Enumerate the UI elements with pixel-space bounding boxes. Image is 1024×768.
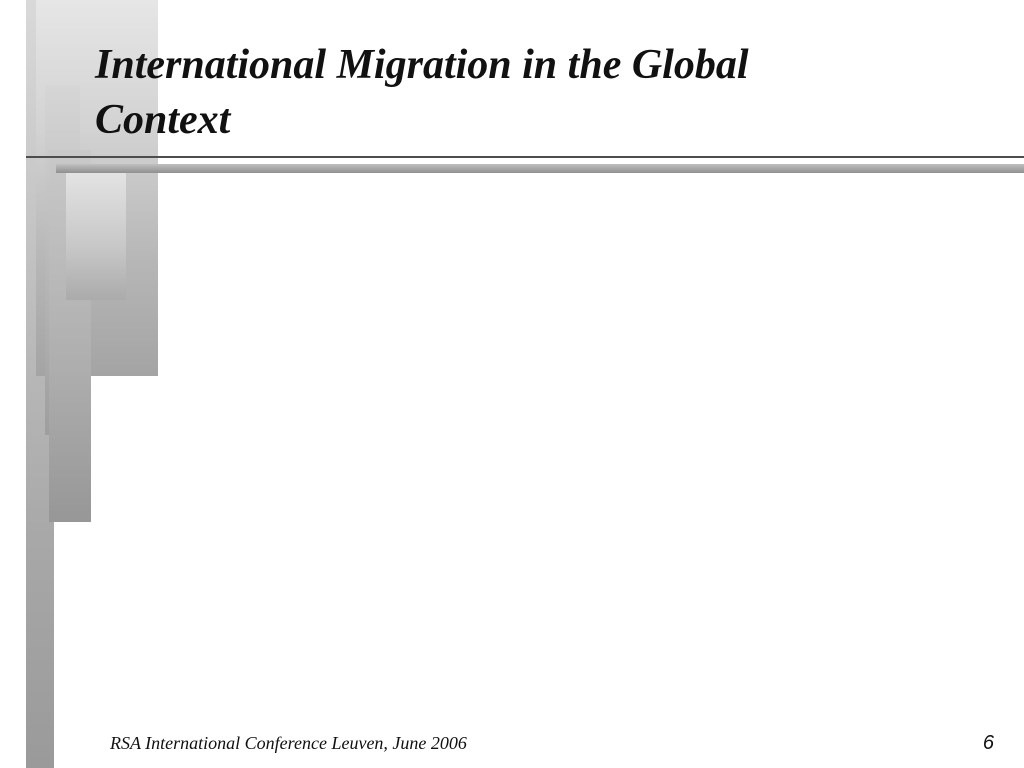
title-divider-band: [56, 164, 1024, 173]
slide-title: International Migration in the Global Context: [95, 42, 749, 143]
footer-text: RSA International Conference Leuven, June 2006: [110, 733, 467, 753]
title-divider-line: [26, 156, 1024, 158]
page-number: 6: [982, 732, 994, 754]
decorative-bar-inner: [66, 170, 126, 300]
